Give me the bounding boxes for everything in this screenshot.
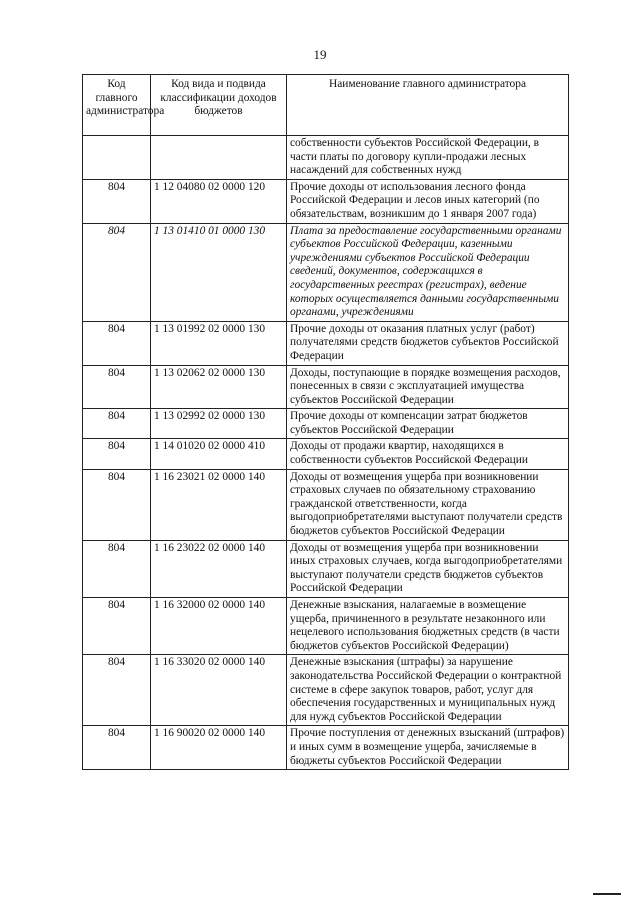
classification-code-cell: 1 13 02062 02 0000 130 bbox=[151, 365, 287, 409]
table-row bbox=[83, 365, 569, 409]
administrator-name-cell: Доходы от возмещения ущерба при возникновении иных страховых случаев, когда выгодоприобретателями выступают получатели средств бюджетов субъектов Российской Федерации bbox=[287, 540, 569, 597]
administrator-name-cell: Денежные взыскания, налагаемые в возмещение ущерба, причиненного в результате незаконного или нецелевого использования бюджетных средств (в части бюджетов субъектов Российской Федерации) bbox=[287, 598, 569, 655]
administrator-name-cell: Прочие доходы от оказания платных услуг (работ) получателями средств бюджетов субъектов Российской Федерации bbox=[287, 321, 569, 365]
classification-code-cell: 1 12 04080 02 0000 120 bbox=[151, 179, 287, 223]
table-row bbox=[83, 223, 569, 321]
table-row bbox=[83, 321, 569, 365]
admin-code-cell: 804 bbox=[83, 439, 151, 469]
header-administrator-name: Наименование главного администратора bbox=[287, 75, 569, 136]
classification-code-cell: 1 16 23022 02 0000 140 bbox=[151, 540, 287, 597]
admin-code-cell: 804 bbox=[83, 365, 151, 409]
administrator-name-cell: Доходы от возмещения ущерба при возникновении страховых случаев по обязательному страхованию гражданской ответственности, когда выгодоприобретателями выступают получатели средств бюджетов субъектов Российской Федерации bbox=[287, 469, 569, 540]
administrator-name-cell: Денежные взыскания (штрафы) за нарушение законодательства Российской Федерации о контрактной системе в сфере закупок товаров, работ, услуг для обеспечения государственных и муниципальных нужд для нужд субъектов Российской Федерации bbox=[287, 655, 569, 726]
table-row bbox=[83, 598, 569, 655]
table-row bbox=[83, 179, 569, 223]
admin-code-cell: 804 bbox=[83, 179, 151, 223]
admin-code-cell: 804 bbox=[83, 321, 151, 365]
table-row bbox=[83, 655, 569, 726]
table-body bbox=[83, 136, 569, 770]
administrator-name-cell: Прочие доходы от использования лесного фонда Российской Федерации и лесов иных категорий (по обязательствам, возникшим до 1 января 2007 года) bbox=[287, 179, 569, 223]
classification-code-cell: 1 13 01992 02 0000 130 bbox=[151, 321, 287, 365]
page-footer-mark bbox=[593, 893, 621, 895]
admin-code-cell bbox=[83, 136, 151, 180]
header-row bbox=[83, 75, 569, 136]
administrator-name-cell: Прочие поступления от денежных взысканий (штрафов) и иных сумм в возмещение ущерба, зачисляемые в бюджеты субъектов Российской Федерации bbox=[287, 726, 569, 770]
table-row bbox=[83, 726, 569, 770]
admin-code-cell: 804 bbox=[83, 469, 151, 540]
classification-code-cell: 1 13 01410 01 0000 130 bbox=[151, 223, 287, 321]
administrator-name-cell: Плата за предоставление государственными органами субъектов Российской Федерации, казенными учреждениями субъектов Российской Федерации сведений, документов, содержащихся в государственных реестрах (регистрах), ведение которых осуществляется данными государственными органами, учреждениями bbox=[287, 223, 569, 321]
table-row bbox=[83, 439, 569, 469]
classification-code-cell: 1 14 01020 02 0000 410 bbox=[151, 439, 287, 469]
classification-code-cell: 1 16 32000 02 0000 140 bbox=[151, 598, 287, 655]
classification-code-cell bbox=[151, 136, 287, 180]
classification-code-cell: 1 16 90020 02 0000 140 bbox=[151, 726, 287, 770]
administrator-name-cell: Прочие доходы от компенсации затрат бюджетов субъектов Российской Федерации bbox=[287, 409, 569, 439]
administrator-name-cell: Доходы от продажи квартир, находящихся в собственности субъектов Российской Федерации bbox=[287, 439, 569, 469]
revenue-administrators-table bbox=[82, 74, 569, 770]
header-classification-code: Код вида и подвида классификации доходов бюджетов bbox=[151, 75, 287, 136]
page-number: 19 bbox=[313, 47, 327, 62]
admin-code-cell: 804 bbox=[83, 726, 151, 770]
administrator-name-cell: собственности субъектов Российской Федерации, в части платы по договору купли-продажи лесных насаждений для собственных нужд bbox=[287, 136, 569, 180]
admin-code-cell: 804 bbox=[83, 598, 151, 655]
classification-code-cell: 1 16 33020 02 0000 140 bbox=[151, 655, 287, 726]
classification-code-cell: 1 16 23021 02 0000 140 bbox=[151, 469, 287, 540]
admin-code-cell: 804 bbox=[83, 540, 151, 597]
table-row bbox=[83, 540, 569, 597]
classification-code-cell: 1 13 02992 02 0000 130 bbox=[151, 409, 287, 439]
admin-code-cell: 804 bbox=[83, 223, 151, 321]
table-header bbox=[83, 75, 569, 136]
table-row bbox=[83, 136, 569, 180]
header-admin-code: Код главного администратора bbox=[83, 75, 151, 136]
table-row bbox=[83, 469, 569, 540]
table-row bbox=[83, 409, 569, 439]
admin-code-cell: 804 bbox=[83, 655, 151, 726]
administrator-name-cell: Доходы, поступающие в порядке возмещения расходов, понесенных в связи с эксплуатацией имущества субъектов Российской Федерации bbox=[287, 365, 569, 409]
admin-code-cell: 804 bbox=[83, 409, 151, 439]
